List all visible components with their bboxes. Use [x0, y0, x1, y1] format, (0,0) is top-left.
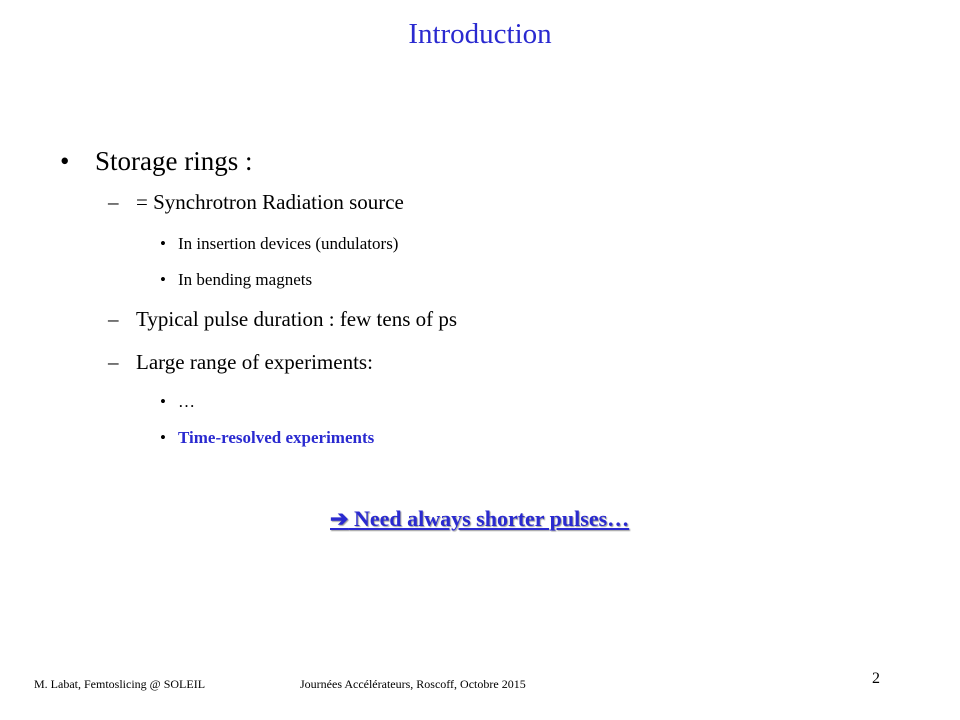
- bullet-time-resolved: Time-resolved experiments: [178, 428, 375, 447]
- dash-marker: –: [108, 307, 119, 331]
- dash-marker: –: [108, 190, 119, 214]
- sub-bullet-marker: •: [160, 270, 166, 289]
- bullet-marker: •: [60, 146, 70, 176]
- bullet-storage-rings: Storage rings :: [95, 146, 253, 176]
- bullet-ellipsis: …: [178, 392, 195, 411]
- dash-marker: –: [108, 350, 119, 374]
- footer-author: M. Labat, Femtoslicing @ SOLEIL: [34, 677, 206, 691]
- bullet-sr-source: = Synchrotron Radiation source: [136, 190, 404, 214]
- bullet-bending-magnets: In bending magnets: [178, 270, 313, 289]
- footer-event: Journées Accélérateurs, Roscoff, Octobre 2015: [300, 677, 526, 691]
- sub-bullet-marker: •: [160, 234, 166, 253]
- conclusion-line: [330, 506, 629, 532]
- slide-title: Introduction: [408, 18, 552, 50]
- bullet-pulse-duration: Typical pulse duration : few tens of ps: [136, 307, 458, 331]
- sub-bullet-marker: •: [160, 392, 166, 411]
- arrow-right-icon: ➔: [330, 506, 349, 531]
- bullet-insertion-devices: In insertion devices (undulators): [178, 234, 399, 253]
- sub-bullet-marker: •: [160, 428, 166, 447]
- page-number: 2: [872, 670, 880, 687]
- conclusion-text: Need always shorter pulses…: [348, 506, 630, 531]
- bullet-large-range: Large range of experiments:: [136, 350, 373, 374]
